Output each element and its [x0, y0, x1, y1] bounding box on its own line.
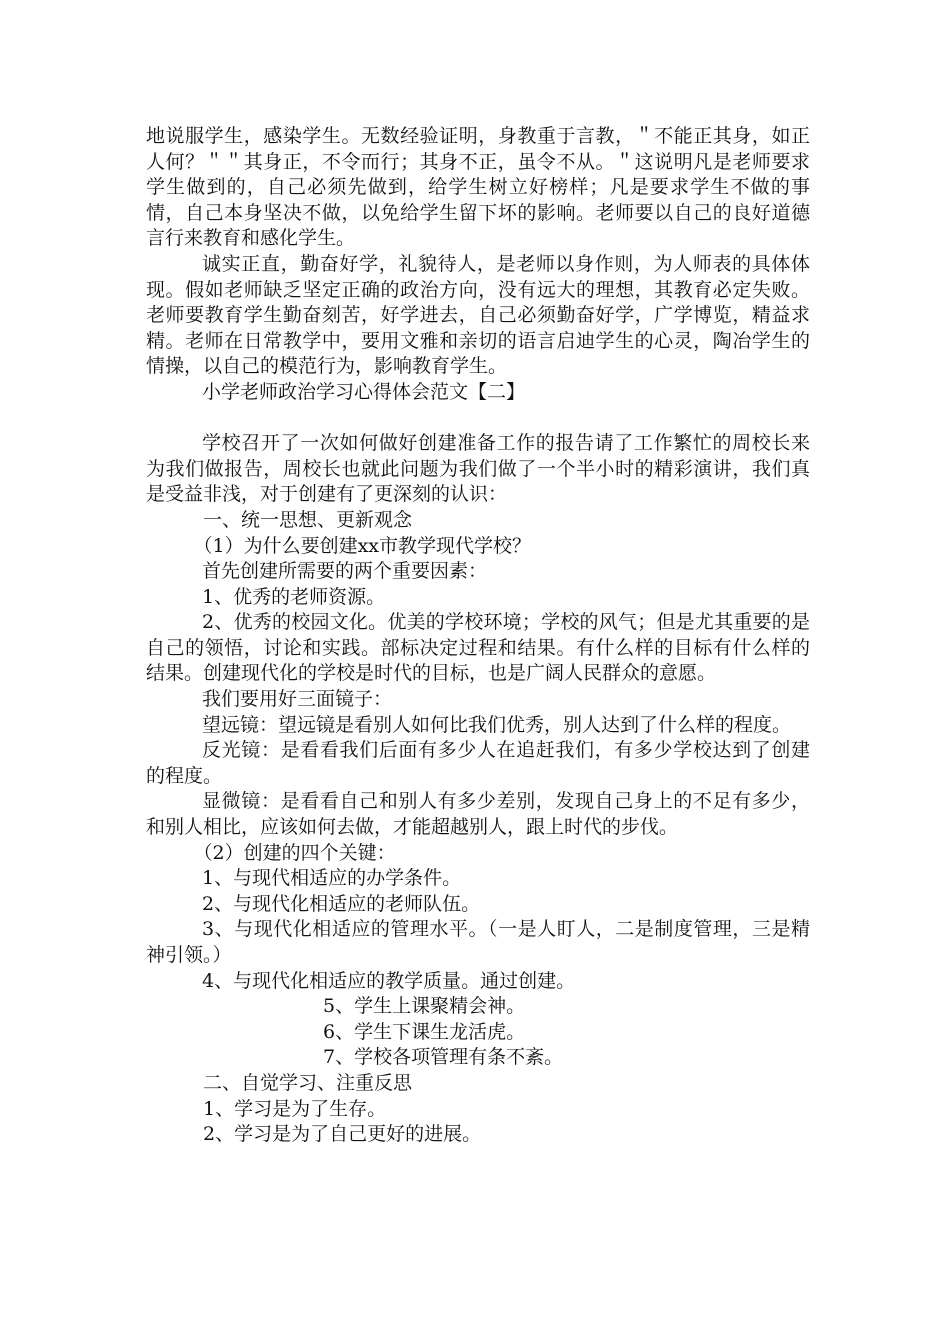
document-page — [146, 124, 810, 1148]
study-item-2: 2、学习是为了自己更好的进展。 — [203, 1123, 482, 1146]
factor-item-2: 2、优秀的校园文化。优美的学校环境；学校的风气；但是尤其重要的是自己的领悟，讨论和实践。部标决定过程和结果。有什么样的目标有什么样的结果。创建现代化的学校是时代的目标，也是广阔人民群众的意愿。 — [146, 611, 810, 685]
line-two-factors: 首先创建所需要的两个重要因素： — [202, 560, 488, 583]
blank-line — [146, 406, 810, 432]
paragraph-body-2: 诚实正直，勤奋好学，礼貌待人，是老师以身作则，为人师表的具体体现。假如老师缺乏坚定正确的政治方向，没有远大的理想，其教育必定失败。老师要教育学生勤奋刻苦，好学进去，自己必须勤奋好学，广学博览，精益求精。老师在日常教学中，要用文雅和亲切的语言启迪学生的心灵，陶冶学生的情操，以自己的模范行为，影响教育学生。 — [146, 252, 810, 378]
heading-self-study: 二、自觉学习、注重反思 — [203, 1071, 413, 1094]
key-item-4: 4、与现代化相适应的教学质量。通过创建。 — [202, 969, 576, 992]
key-item-5: 5、学生上课聚精会神。 — [323, 995, 526, 1018]
heading-unify-thinking: 一、统一思想、更新观念 — [203, 508, 413, 531]
subheading-why-create: （1）为什么要创建xx市教学现代学校？ — [193, 534, 532, 557]
key-item-1: 1、与现代相适应的办学条件。 — [202, 867, 462, 890]
mirror-microscope: 显微镜：是看看自己和别人有多少差别，发现自己身上的不足有多少，和别人相比，应该如何去做，才能超越别人，跟上时代的步伐。 — [146, 790, 810, 839]
line-three-mirrors: 我们要用好三面镜子： — [202, 688, 393, 711]
key-item-7: 7、学校各项管理有条不紊。 — [323, 1046, 564, 1069]
factor-item-1: 1、优秀的老师资源。 — [202, 585, 386, 608]
paragraph-body-1: 地说服学生，感染学生。无数经验证明，身教重于言教，＂不能正其身，如正人何？＂＂其身正，不令而行；其身不正，虽令不从。＂这说明凡是老师要求学生做到的，自己必须先做到，给学生树立好榜样；凡是要求学生不做的事情，自己本身坚决不做，以免给学生留下坏的影响。老师要以自己的良好道德言行来教育和感化学生。 — [146, 125, 810, 250]
mirror-reflector: 反光镜：是看看我们后面有多少人在追赶我们，有多少学校达到了创建的程度。 — [146, 739, 810, 787]
study-item-1: 1、学习是为了生存。 — [203, 1097, 387, 1120]
key-item-6: 6、学生下课生龙活虎。 — [323, 1020, 526, 1043]
section-title: 小学老师政治学习心得体会范文【二】 — [202, 380, 526, 403]
key-item-2: 2、与现代化相适应的老师队伍。 — [202, 892, 481, 915]
paragraph-body-3: 学校召开了一次如何做好创建准备工作的报告请了工作繁忙的周校长来为我们做报告，周校长也就此问题为我们做了一个半小时的精彩演讲，我们真是受益非浅，对于创建有了更深刻的认识： — [146, 432, 810, 506]
mirror-telescope: 望远镜：望远镜是看别人如何比我们优秀，别人达到了什么样的程度。 — [202, 713, 792, 736]
key-item-3: 3、与现代化相适应的管理水平。（一是人盯人，二是制度管理，三是精神引领。） — [146, 918, 810, 966]
subheading-four-keys: （2）创建的四个关键： — [193, 841, 396, 864]
